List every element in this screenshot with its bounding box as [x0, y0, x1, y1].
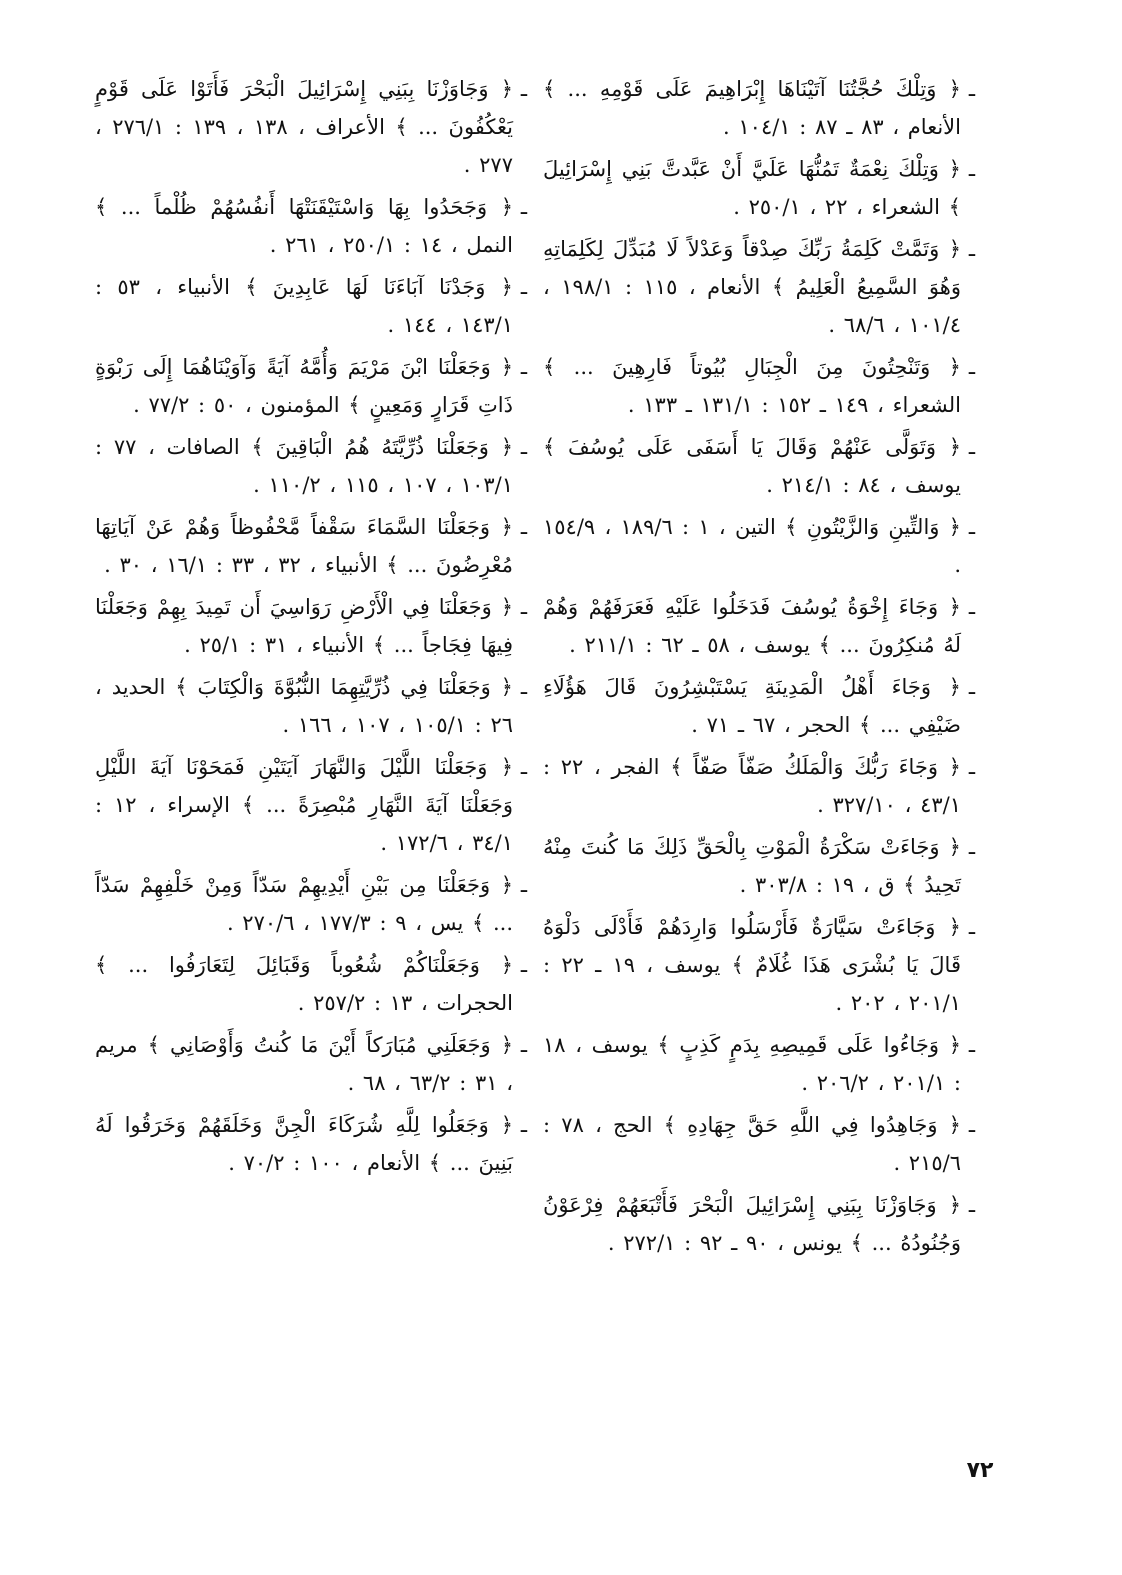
- entry-text: ﴿ وَجَحَدُوا بِهَا وَاسْتَيْقَنَتْهَا أَنفُسُهُمْ ظُلْماً ... ﴾ النمل ، ١٤ : ٢٥٠/١ ، ٢٦١ .: [95, 195, 513, 257]
- index-entry: [95, 188, 527, 264]
- entry-text: ﴿ وَجَعَلُوا لِلَّهِ شُرَكَاءَ الْجِنَّ وَخَلَقَهُمْ وَخَرَقُوا لَهُ بَنِينَ ... ﴾ الأنعام ، ١٠٠ : ٧٠/٢ .: [95, 1113, 513, 1175]
- entry-text: ﴿ وَتَنْحِتُونَ مِنَ الْجِبَالِ بُيُوتاً فَارِهِينَ ... ﴾ الشعراء ، ١٤٩ ـ ١٥٢ : ١٣١/١ ـ ١٣٣ .: [543, 355, 961, 417]
- entry-text: ﴿ وَجَاهِدُوا فِي اللَّهِ حَقَّ جِهَادِهِ ﴾ الحج ، ٧٨ : ٢١٥/٦ .: [543, 1113, 961, 1175]
- entry-text: ﴿ وَتَمَّتْ كَلِمَةُ رَبِّكَ صِدْقاً وَعَدْلاً لَا مُبَدِّلَ لِكَلِمَاتِهِ وَهُوَ السَّمِيعُ الْعَلِيمُ ﴾ الأنعام ، ١١٥ : ١٩٨/١ ، ١٠١/٤ ، ٦٨/٦ .: [543, 237, 961, 337]
- entry-dash: ـ: [968, 835, 975, 859]
- index-entry: [95, 428, 527, 504]
- index-entry: [95, 348, 527, 424]
- page-number: ٧٢: [966, 1458, 994, 1483]
- entry-text: ﴿ وَجَاءَتْ سَكْرَةُ الْمَوْتِ بِالْحَقِّ ذَلِكَ مَا كُنتَ مِنْهُ تَحِيدُ ﴾ ق ، ١٩ : ٣٠٣/٨ .: [543, 835, 961, 897]
- index-entry: [543, 1186, 975, 1262]
- index-entry: [95, 748, 527, 862]
- index-entry: [543, 508, 975, 584]
- entry-dash: ـ: [520, 1033, 527, 1057]
- index-entry: [543, 428, 975, 504]
- entry-text: ﴿ وَجَعَلْنَا اللَّيْلَ وَالنَّهَارَ آيَتَيْنِ فَمَحَوْنَا آيَةَ اللَّيْلِ وَجَعَلْنَا آيَةَ النَّهَارِ مُبْصِرَةً ... ﴾ الإسراء ، ١٢ : ٣٤/١ ، ١٧٢/٦ .: [95, 755, 513, 855]
- entry-dash: ـ: [520, 1113, 527, 1137]
- index-entry: [543, 828, 975, 904]
- entry-dash: ـ: [968, 515, 975, 539]
- entry-dash: ـ: [968, 1033, 975, 1057]
- index-entry: [543, 348, 975, 424]
- entry-text: ﴿ وَجَعَلْنَا ابْنَ مَرْيَمَ وَأُمَّهُ آيَةً وَآوَيْنَاهُمَا إِلَى رَبْوَةٍ ذَاتِ قَرَارٍ وَمَعِينٍ ﴾ المؤمنون ، ٥٠ : ٧٧/٢ .: [95, 355, 513, 417]
- entry-text: ﴿ وَجَعَلْنَا فِي الْأَرْضِ رَوَاسِيَ أَن تَمِيدَ بِهِمْ وَجَعَلْنَا فِيهَا فِجَاجاً ... ﴾ الأنبياء ، ٣١ : ٢٥/١ .: [95, 595, 513, 657]
- index-entry: [95, 866, 527, 942]
- entry-dash: ـ: [520, 435, 527, 459]
- right-column: [543, 70, 975, 1430]
- entry-text: ﴿ وَجَعَلْنَا ذُرِّيَّتَهُ هُمُ الْبَاقِينَ ﴾ الصافات ، ٧٧ : ١٠٣/١ ، ١٠٧ ، ١١٥ ، ١١٠/٢ .: [95, 435, 513, 497]
- left-column: [95, 70, 527, 1430]
- entry-text: ﴿ وَجَاءَ رَبُّكَ وَالْمَلَكُ صَفّاً صَفّاً ﴾ الفجر ، ٢٢ : ٤٣/١ ، ٣٢٧/١٠ .: [543, 755, 961, 817]
- index-entry: [543, 70, 975, 146]
- entry-text: ﴿ وَجَاءَتْ سَيَّارَةٌ فَأَرْسَلُوا وَارِدَهُمْ فَأَدْلَى دَلْوَهُ قَالَ يَا بُشْرَى هَذَا غُلَامٌ ﴾ يوسف ، ١٩ ـ ٢٢ : ٢٠١/١ ، ٢٠٢ .: [543, 915, 961, 1015]
- entry-text: ﴿ وَالتِّينِ وَالزَّيْتُونِ ﴾ التين ، ١ : ١٨٩/٦ ، ١٥٤/٩ .: [543, 515, 961, 577]
- entry-dash: ـ: [520, 195, 527, 219]
- entry-dash: ـ: [520, 275, 527, 299]
- entry-text: ﴿ وَجَعَلْنَا فِي ذُرِّيَّتِهِمَا النُّبُوَّةَ وَالْكِتَابَ ﴾ الحديد ، ٢٦ : ١٠٥/١ ، ١٠٧ ، ١٦٦ .: [95, 675, 513, 737]
- index-entry: [95, 588, 527, 664]
- entry-dash: ـ: [520, 355, 527, 379]
- entry-dash: ـ: [968, 355, 975, 379]
- entry-text: ﴿ وَجَعَلَنِي مُبَارَكاً أَيْنَ مَا كُنتُ وَأَوْصَانِي ﴾ مريم ، ٣١ : ٦٣/٢ ، ٦٨ .: [95, 1033, 513, 1095]
- entry-text: ﴿ وَتِلْكَ نِعْمَةٌ تَمُنُّهَا عَلَيَّ أَنْ عَبَّدتَّ بَنِي إِسْرَائِيلَ ﴾ الشعراء ، ٢٢ ، ٢٥٠/١ .: [543, 157, 961, 219]
- index-entry: [95, 1026, 527, 1102]
- index-entry: [95, 508, 527, 584]
- entry-text: ﴿ وَتَوَلَّى عَنْهُمْ وَقَالَ يَا أَسَفَى عَلَى يُوسُفَ ﴾ يوسف ، ٨٤ : ٢١٤/١ .: [543, 435, 961, 497]
- index-entry: [543, 230, 975, 344]
- entry-dash: ـ: [520, 515, 527, 539]
- entry-dash: ـ: [968, 915, 975, 939]
- entry-dash: ـ: [968, 595, 975, 619]
- entry-text: ﴿ وَجَعَلْنَا السَّمَاءَ سَقْفاً مَّحْفُوظاً وَهُمْ عَنْ آيَاتِهَا مُعْرِضُونَ ... ﴾ الأنبياء ، ٣٢ ، ٣٣ : ١٦/١ ، ٣٠ .: [95, 515, 513, 577]
- entry-text: ﴿ وَجَعَلْنَاكُمْ شُعُوباً وَقَبَائِلَ لِتَعَارَفُوا ... ﴾ الحجرات ، ١٣ : ٢٥٧/٢ .: [95, 953, 513, 1015]
- index-entry: [95, 668, 527, 744]
- index-entry: [543, 908, 975, 1022]
- index-entry: [543, 588, 975, 664]
- entry-dash: ـ: [520, 77, 527, 101]
- entry-text: ﴿ وَجَاوَزْنَا بِبَنِي إِسْرَائِيلَ الْبَحْرَ فَأَتْبَعَهُمْ فِرْعَوْنُ وَجُنُودُهُ ... ﴾ يونس ، ٩٠ ـ ٩٢ : ٢٧٢/١ .: [543, 1193, 961, 1255]
- entry-dash: ـ: [520, 755, 527, 779]
- entry-dash: ـ: [520, 595, 527, 619]
- entry-dash: ـ: [968, 237, 975, 261]
- entry-dash: ـ: [520, 873, 527, 897]
- entry-dash: ـ: [520, 675, 527, 699]
- index-entry: [95, 70, 527, 184]
- entry-dash: ـ: [968, 435, 975, 459]
- entry-text: ﴿ وَتِلْكَ حُجَّتُنَا آتَيْنَاهَا إِبْرَاهِيمَ عَلَى قَوْمِهِ ... ﴾ الأنعام ، ٨٣ ـ ٨٧ : ١٠٤/١ .: [543, 77, 961, 139]
- index-entry: [95, 268, 527, 344]
- entry-dash: ـ: [968, 77, 975, 101]
- entry-dash: ـ: [968, 1113, 975, 1137]
- entry-text: ﴿ وَجَعَلْنَا مِن بَيْنِ أَيْدِيهِمْ سَدّاً وَمِنْ خَلْفِهِمْ سَدّاً ... ﴾ يس ، ٩ : ١٧٧/٣ ، ٢٧٠/٦ .: [95, 873, 513, 935]
- index-entry: [543, 1026, 975, 1102]
- entry-text: ﴿ وَجَاءَ أَهْلُ الْمَدِينَةِ يَسْتَبْشِرُونَ قَالَ هَؤُلَاءِ ضَيْفِي ... ﴾ الحجر ، ٦٧ ـ ٧١ .: [543, 675, 961, 737]
- entry-dash: ـ: [968, 157, 975, 181]
- entry-text: ﴿ وَجَاءُوا عَلَى قَمِيصِهِ بِدَمٍ كَذِبٍ ﴾ يوسف ، ١٨ : ٢٠١/١ ، ٢٠٦/٢ .: [543, 1033, 961, 1095]
- entry-dash: ـ: [968, 1193, 975, 1217]
- entry-dash: ـ: [968, 675, 975, 699]
- entry-dash: ـ: [520, 953, 527, 977]
- index-entry: [95, 1106, 527, 1182]
- entry-text: ﴿ وَجَاوَزْنَا بِبَنِي إِسْرَائِيلَ الْبَحْرَ فَأَتَوْا عَلَى قَوْمٍ يَعْكُفُونَ ... ﴾ الأعراف ، ١٣٨ ، ١٣٩ : ٢٧٦/١ ، ٢٧٧ .: [95, 77, 513, 177]
- index-entry: [543, 668, 975, 744]
- page-body: [95, 70, 975, 1430]
- entry-text: ﴿ وَجَدْنَا آبَاءَنَا لَهَا عَابِدِينَ ﴾ الأنبياء ، ٥٣ : ١٤٣/١ ، ١٤٤ .: [95, 275, 513, 337]
- entry-dash: ـ: [968, 755, 975, 779]
- index-entry: [95, 946, 527, 1022]
- index-entry: [543, 1106, 975, 1182]
- index-entry: [543, 748, 975, 824]
- entry-text: ﴿ وَجَاءَ إِخْوَةُ يُوسُفَ فَدَخَلُوا عَلَيْهِ فَعَرَفَهُمْ وَهُمْ لَهُ مُنكِرُونَ ... ﴾ يوسف ، ٥٨ ـ ٦٢ : ٢١١/١ .: [543, 595, 961, 657]
- index-entry: [543, 150, 975, 226]
